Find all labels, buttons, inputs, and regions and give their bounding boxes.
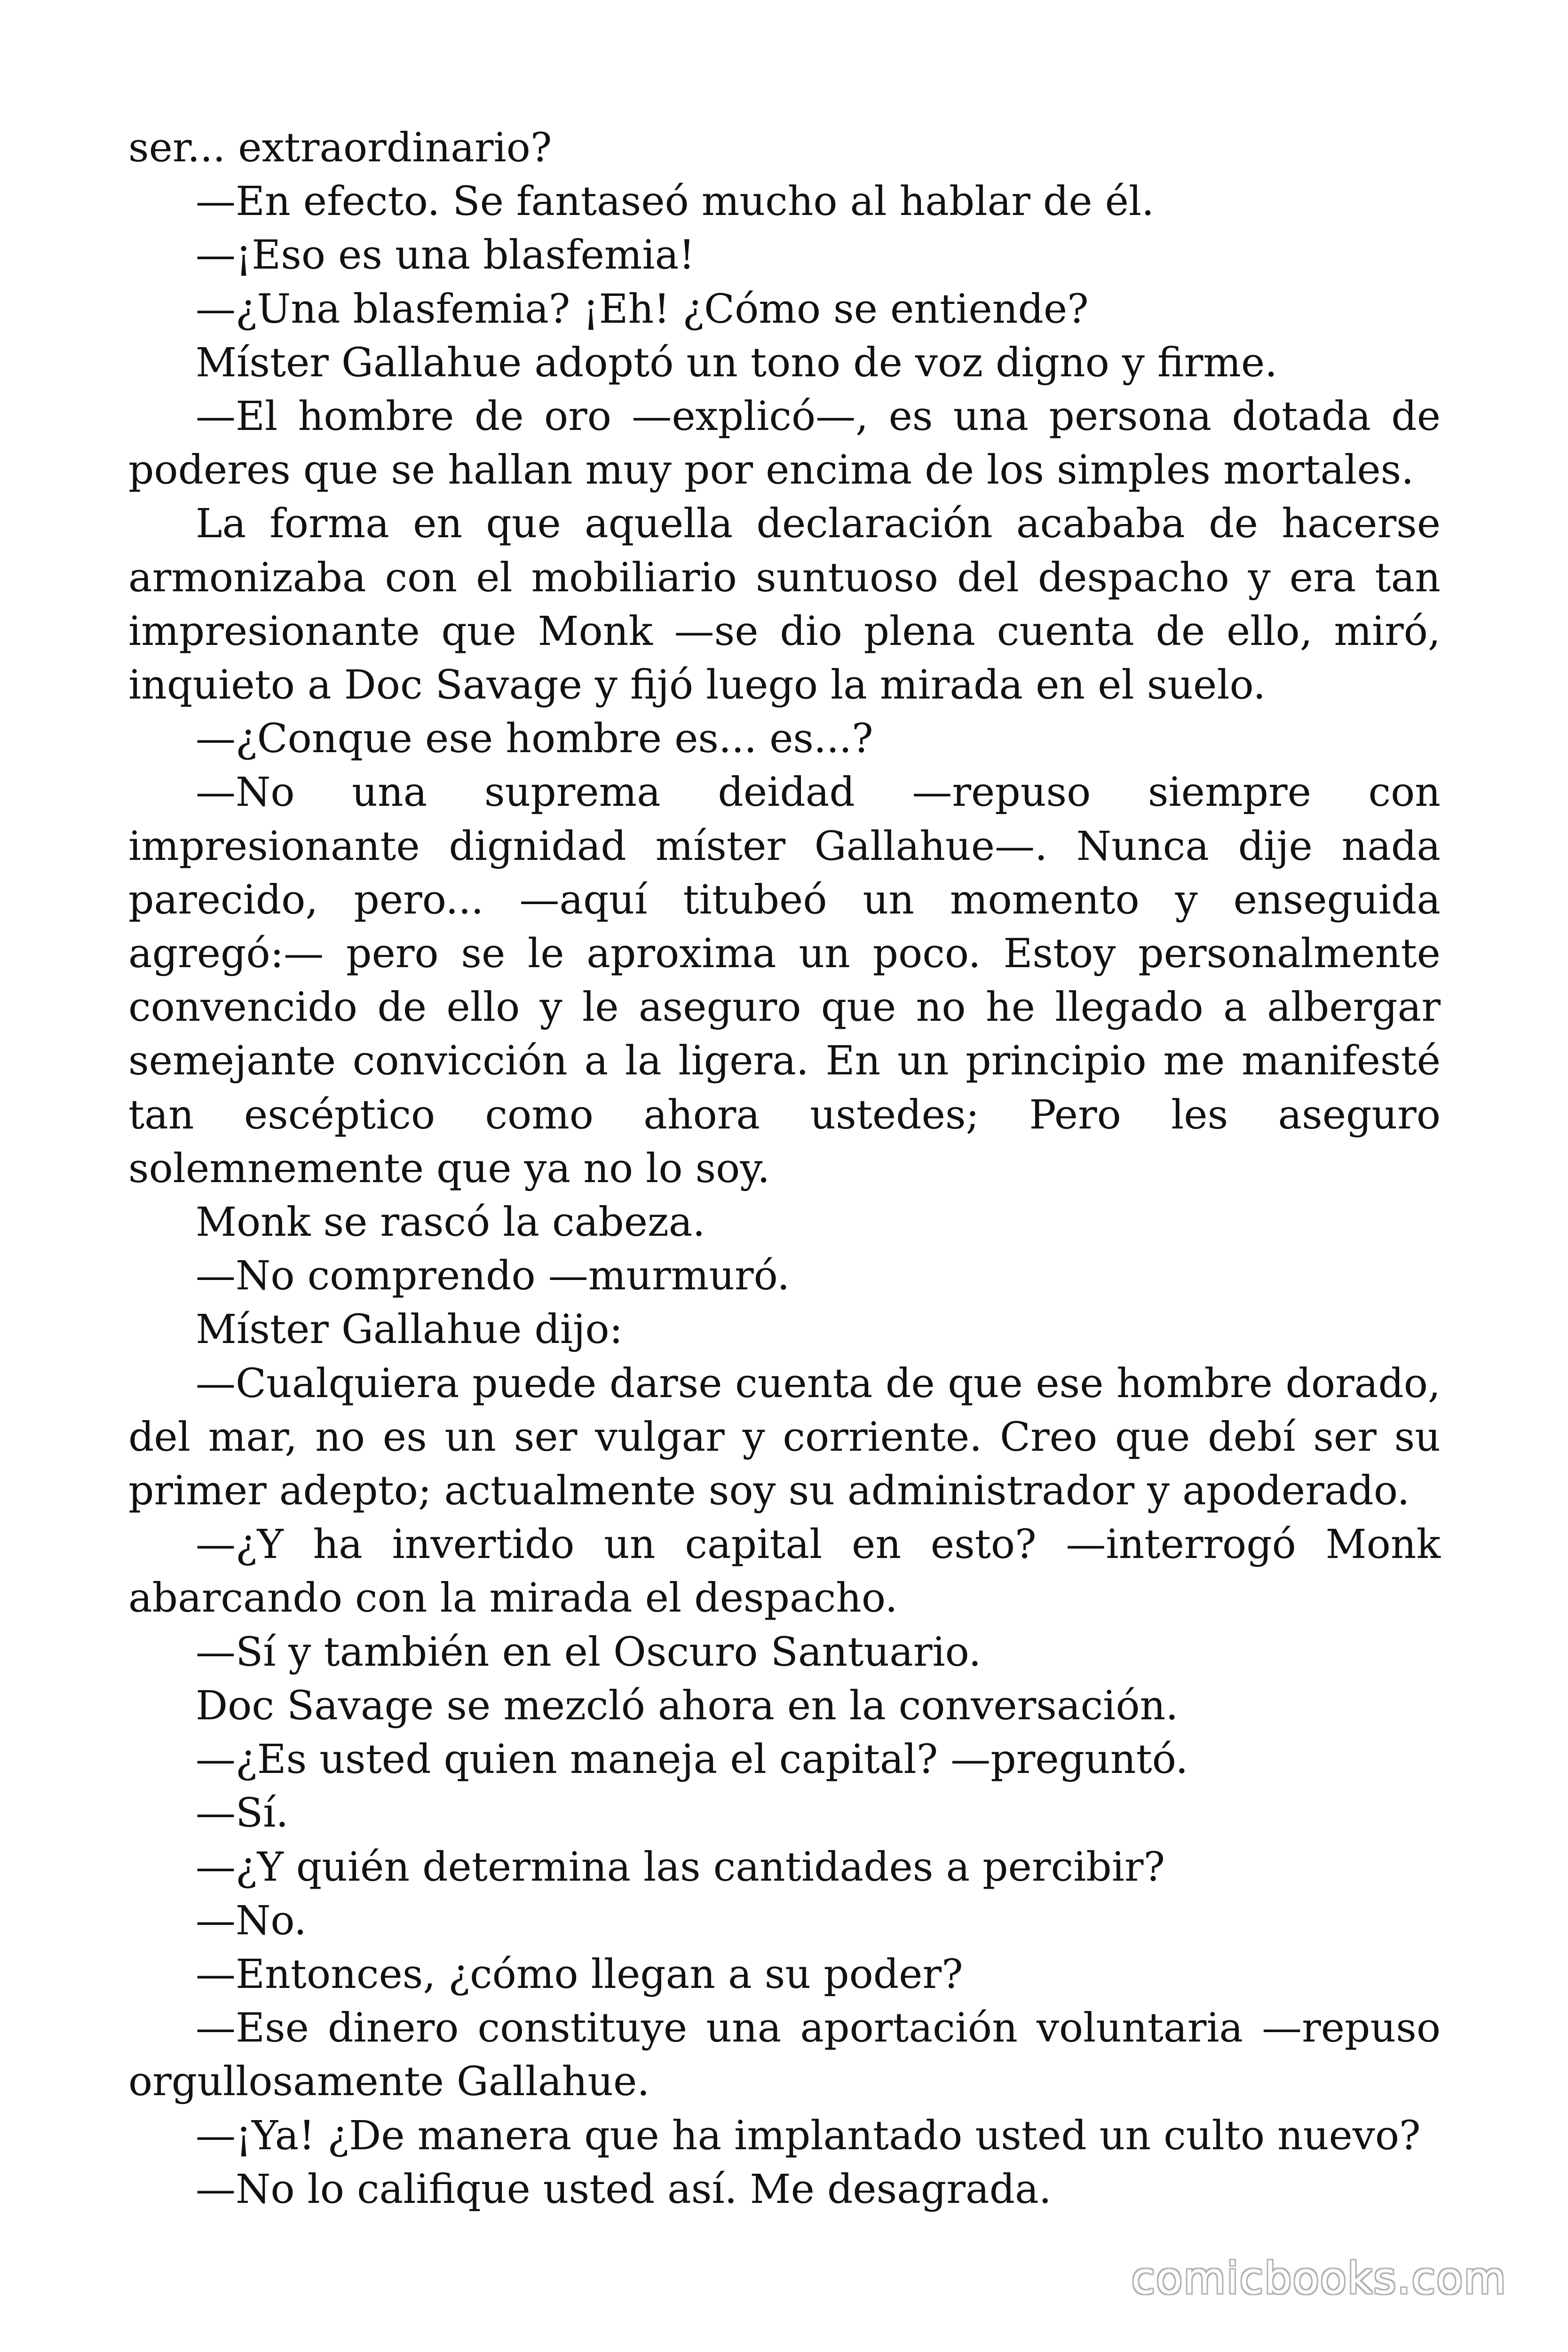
- page-body: [128, 121, 1441, 2217]
- paragraph: —No comprendo —murmuró.: [196, 1253, 790, 1300]
- paragraph: —El hombre de oro —explicó—, es una persona dotada de poderes que se hallan muy por encima de los simples mortales.: [128, 393, 1441, 494]
- paragraph: —¡Eso es una blasfemia!: [196, 232, 695, 279]
- paragraph: —Sí.: [196, 1790, 289, 1837]
- paragraph: —No.: [196, 1897, 307, 1944]
- paragraph: —¡Ya! ¿De manera que ha implantado usted un culto nuevo?: [196, 2112, 1421, 2159]
- paragraph: —¿Una blasfemia? ¡Eh! ¿Cómo se entiende?: [196, 286, 1089, 333]
- paragraph: —No una suprema deidad —repuso siempre con impresionante dignidad míster Gallahue—. Nunca dije nada parecido, pero... —aquí titubeó un momento y enseguida agregó:— pero se le aproxima un poco. Estoy personalmente convencido de ello y le aseguro que no he llegado a albergar semejante convicción a la ligera. En un principio me manifesté tan escéptico como ahora ustedes; Pero les aseguro solemnemente que ya no lo soy.: [128, 769, 1441, 1192]
- watermark: comicbooks.com: [1131, 2253, 1507, 2304]
- paragraph: —Ese dinero constituye una aportación voluntaria —repuso orgullosamente Gallahue.: [128, 2005, 1441, 2106]
- paragraph: —¿Conque ese hombre es... es...?: [196, 715, 873, 763]
- paragraph: La forma en que aquella declaración acababa de hacerse armonizaba con el mobiliario suntuoso del despacho y era tan impresionante que Monk —se dio plena cuenta de ello, miró, inquieto a Doc Savage y fijó luego la mirada en el suelo.: [128, 501, 1441, 709]
- paragraph: —¿Y ha invertido un capital en esto? —interrogó Monk abarcando con la mirada el despacho.: [128, 1521, 1441, 1622]
- paragraph: —¿Y quién determina las cantidades a percibir?: [196, 1843, 1165, 1891]
- paragraph: Doc Savage se mezcló ahora en la conversación.: [196, 1682, 1179, 1729]
- paragraph: —En efecto. Se fantaseó mucho al hablar de él.: [196, 178, 1155, 225]
- paragraph: Monk se rascó la cabeza.: [196, 1199, 705, 1246]
- paragraph: —¿Es usted quien maneja el capital? —preguntó.: [196, 1736, 1188, 1783]
- paragraph: —Cualquiera puede darse cuenta de que ese hombre dorado, del mar, no es un ser vulgar y corriente. Creo que debí ser su primer adepto; actualmente soy su administrador y apoderado.: [128, 1360, 1441, 1515]
- paragraph: Míster Gallahue adoptó un tono de voz digno y firme.: [196, 339, 1278, 386]
- paragraph: —No lo califique usted así. Me desagrada.: [196, 2166, 1052, 2213]
- paragraph: —Entonces, ¿cómo llegan a su poder?: [196, 1951, 963, 1998]
- paragraph: —Sí y también en el Oscuro Santuario.: [196, 1629, 982, 1676]
- paragraph: Míster Gallahue dijo:: [196, 1306, 623, 1353]
- paragraph: ser... extraordinario?: [128, 125, 552, 171]
